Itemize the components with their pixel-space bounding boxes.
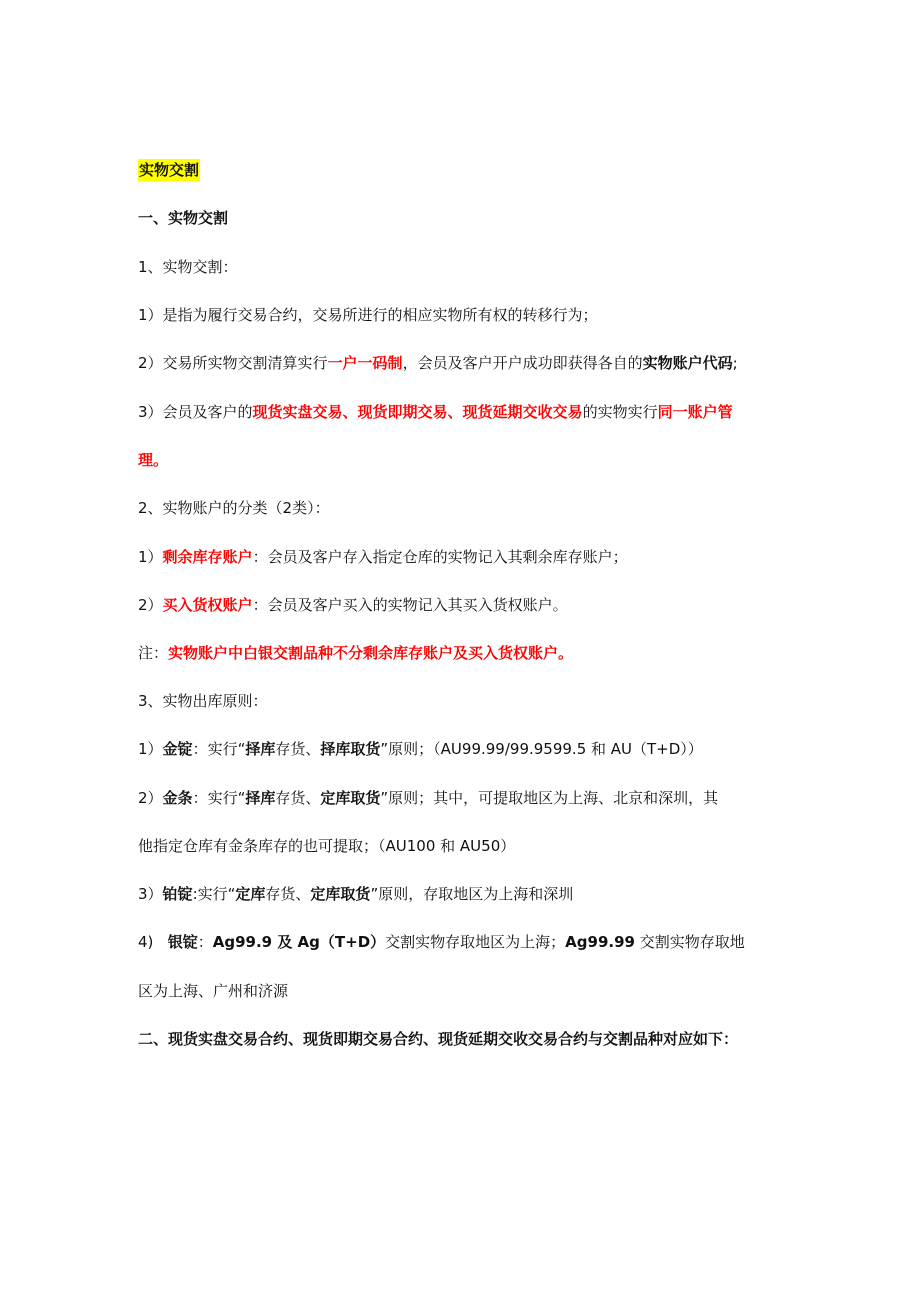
text-run: ; xyxy=(732,354,738,372)
text-run: ：会员及客户存入指定仓库的实物记入其剩余库存账户； xyxy=(252,548,628,566)
note xyxy=(138,643,573,663)
rule-gold-bar-text xyxy=(138,788,718,808)
text-run: 注： xyxy=(138,644,169,662)
text-run: 存货、 xyxy=(275,740,321,758)
bold-emphasis: Ag99.9 及 Ag（T+D） xyxy=(212,933,386,951)
text-run: :实行“ xyxy=(192,885,236,903)
text-run: ： xyxy=(197,933,213,951)
paragraph-3 xyxy=(138,402,733,422)
rule-gold-ingot xyxy=(138,739,703,759)
doc-title xyxy=(138,160,200,180)
bold-emphasis: 择库 xyxy=(245,789,276,807)
text-run: 交割实物存取地区为上海； xyxy=(385,933,566,951)
paragraph-2 xyxy=(138,353,738,373)
red-emphasis: 一户一码制 xyxy=(327,354,403,372)
bold-emphasis: 择库 xyxy=(245,740,276,758)
text-run: ”原则，存取地区为上海和深圳 xyxy=(370,885,574,903)
bold-emphasis: 定库取货 xyxy=(320,789,381,807)
paragraph-3-continued: 理。 xyxy=(138,451,169,469)
text-run: 存货、 xyxy=(265,885,311,903)
text-run: 的实物实行 xyxy=(582,403,658,421)
red-emphasis: 实物账户中白银交割品种不分剩余库存账户及买入货权账户。 xyxy=(168,644,574,662)
text-run: ，会员及客户开户成功即获得各自的 xyxy=(402,354,643,372)
rule-gold-bar-continued: 他指定仓库有金条库存的也可提取；（AU100 和 AU50） xyxy=(138,837,516,855)
bold-emphasis: 实物账户代码 xyxy=(642,354,733,372)
text-run: 1） xyxy=(138,548,163,566)
rule-gold-bar xyxy=(138,788,782,808)
section-heading-2: 二、现货实盘交易合约、现货即期交易合约、现货延期交收交易合约与交割品种对应如下： xyxy=(138,1030,739,1048)
item-heading-2: 2、实物账户的分类（2类）： xyxy=(138,499,330,517)
rule-silver-ingot-continued: 区为上海、广州和济源 xyxy=(138,982,289,1000)
text-run: 存货、 xyxy=(275,789,321,807)
account-type-1 xyxy=(138,547,628,567)
item-heading-1: 1、实物交割： xyxy=(138,258,238,276)
bold-emphasis: 金条 xyxy=(162,789,193,807)
text-run: 2） xyxy=(138,789,163,807)
red-emphasis: 现货实盘交易、现货即期交易、现货延期交收交易 xyxy=(252,403,583,421)
text-run: ：实行“ xyxy=(192,740,246,758)
text-run: 2） xyxy=(138,596,163,614)
text-run: ”原则；其中，可提取地区为上海、北京和深圳，其 xyxy=(380,789,719,807)
red-emphasis: 买入货权账户 xyxy=(162,596,253,614)
bold-emphasis: 银锭 xyxy=(167,933,198,951)
section-heading-1: 一、实物交割 xyxy=(138,209,229,227)
text-run: 1） xyxy=(138,740,163,758)
bold-emphasis: 择库取货 xyxy=(320,740,381,758)
text-run: ：会员及客户买入的实物记入其买入货权账户。 xyxy=(252,596,568,614)
red-emphasis: 剩余库存账户 xyxy=(162,548,253,566)
item-heading-3: 3、实物出库原则： xyxy=(138,692,268,710)
account-type-2 xyxy=(138,595,568,615)
bold-emphasis: 定库 xyxy=(235,885,266,903)
bold-emphasis: 定库取货 xyxy=(310,885,371,903)
text-run: 2）交易所实物交割清算实行 xyxy=(138,354,328,372)
bold-emphasis: 铂锭 xyxy=(162,885,193,903)
rule-silver-ingot xyxy=(138,932,745,952)
paragraph-1: 1）是指为履行交易合约，交易所进行的相应实物所有权的转移行为； xyxy=(138,306,598,324)
highlighted-title: 实物交割 xyxy=(139,161,200,179)
text-run: ：实行“ xyxy=(192,789,246,807)
bold-emphasis: 金锭 xyxy=(162,740,193,758)
red-emphasis: 同一账户管 xyxy=(657,403,733,421)
text-run: 3）会员及客户的 xyxy=(138,403,253,421)
text-run: 3） xyxy=(138,885,163,903)
rule-platinum-ingot xyxy=(138,884,573,904)
bold-emphasis: Ag99.99 xyxy=(565,933,635,951)
text-run: 交割实物存取地 xyxy=(639,933,745,951)
text-run: ”原则；（AU99.99/99.9599.5 和 AU（T+D）） xyxy=(380,740,703,758)
text-run: 4) xyxy=(138,933,154,951)
